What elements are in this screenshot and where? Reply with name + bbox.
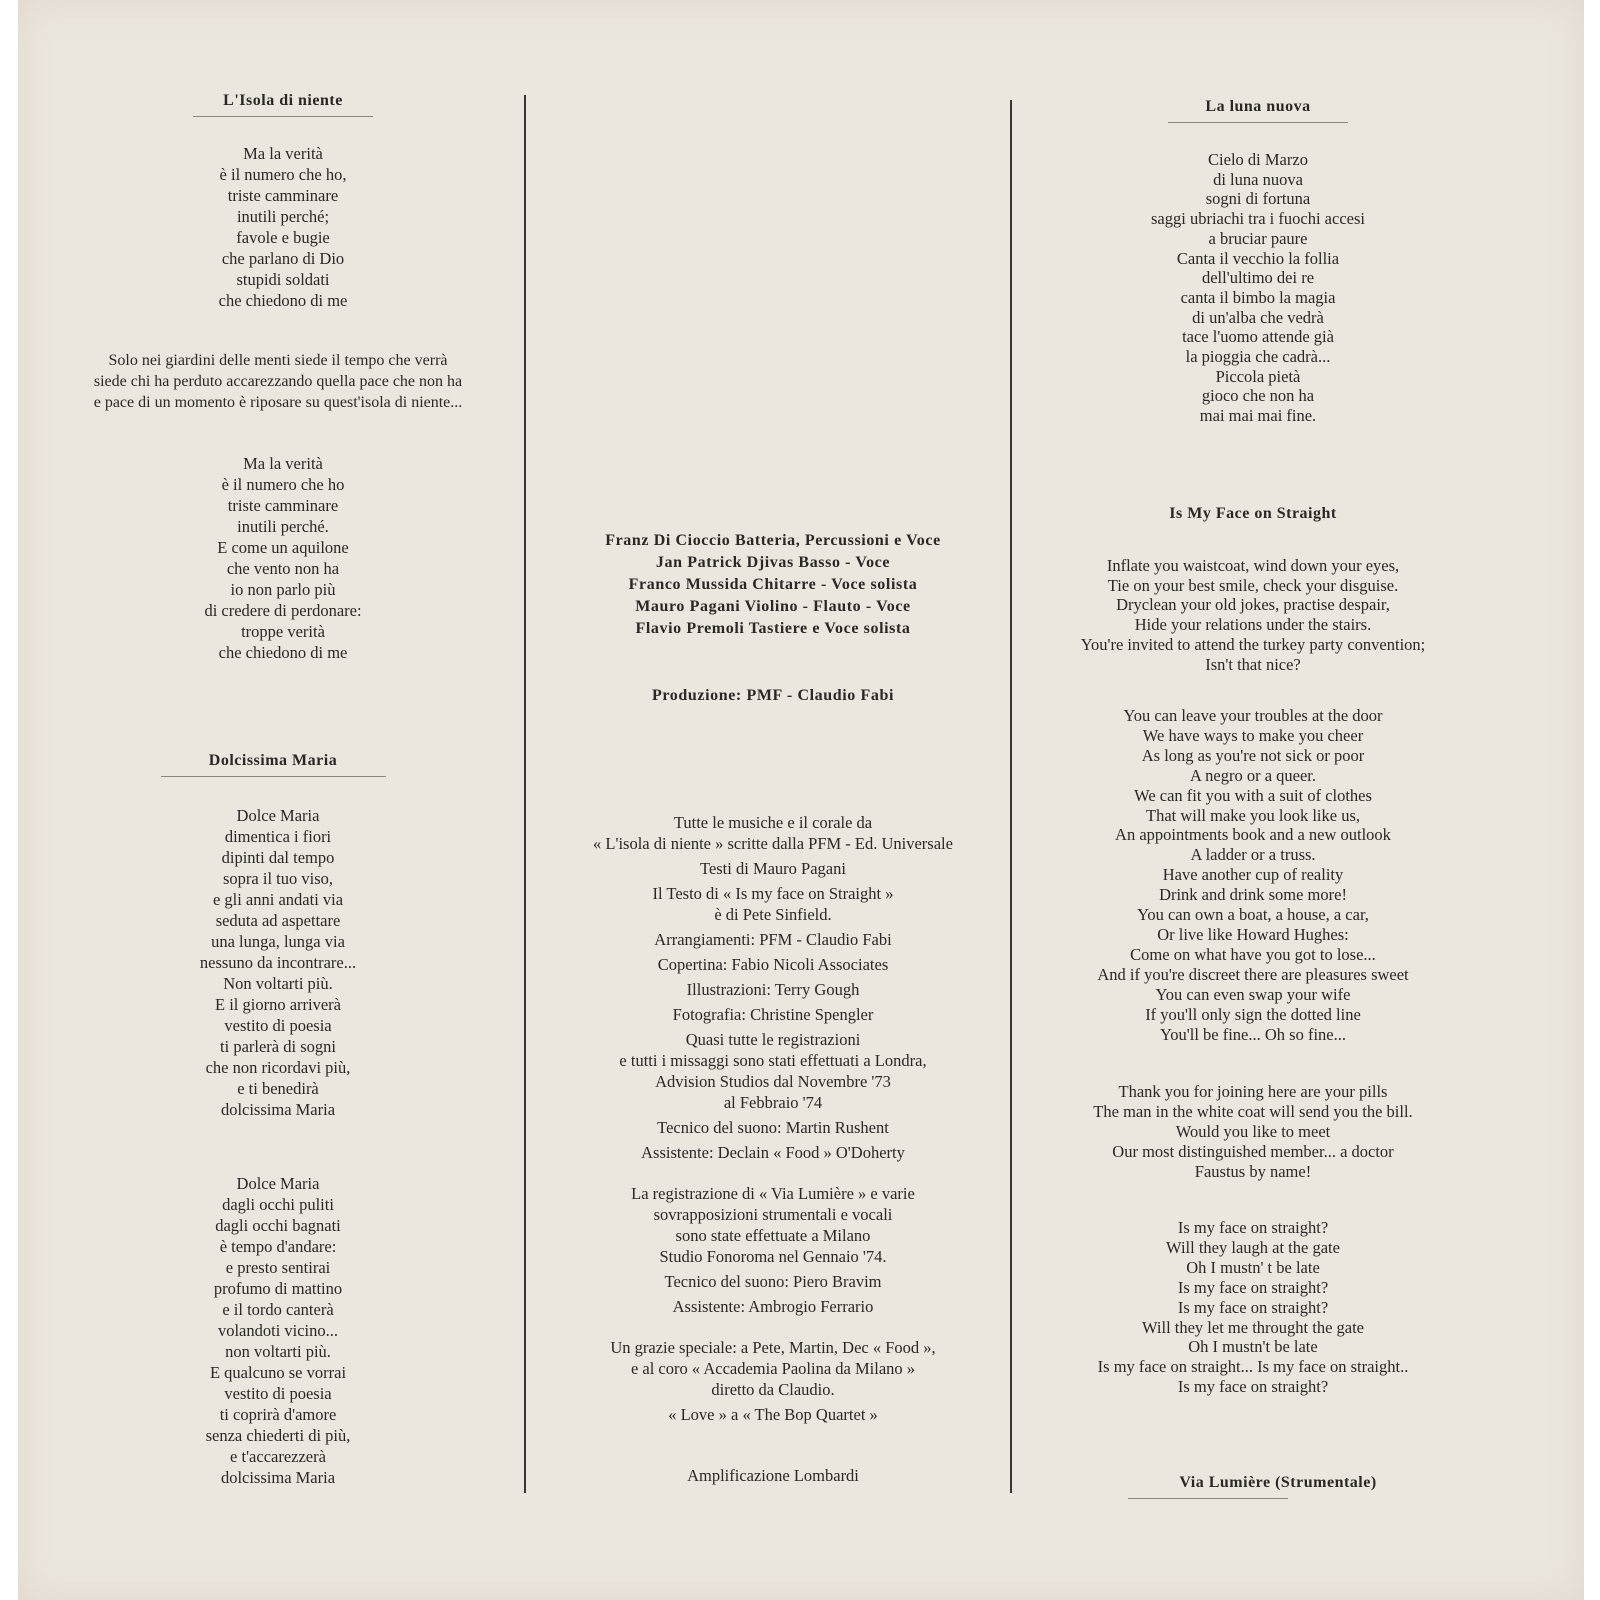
production-credit: Produzione: PMF - Claudio Fabi [652, 687, 894, 704]
title-underline [193, 116, 373, 117]
title-underline [161, 776, 386, 777]
illustrations-credit: Illustrazioni: Terry Gough [686, 980, 860, 999]
dolcissima-stanza-2: Dolce Maria dagli occhi puliti dagli occhi bagnati è tempo d'andare: e presto sentirai profumo di mattino e il tordo canterà volandoti vicino... non voltarti più. E qualcuno se vorrai vestito di poesia ti coprirà d'amore senza chiederti di più, e t'accarezzerà dolcissima Maria [205, 1174, 351, 1487]
column-divider-right [1010, 100, 1012, 1493]
credits-block [538, 812, 1008, 1486]
song-title-face: Is My Face on Straight [1169, 505, 1337, 522]
song-title-via-lumiere: Via Lumière (Strumentale) [1128, 1474, 1428, 1499]
title-underline [1168, 122, 1348, 123]
face-stanza-4: Is my face on straight? Will they laugh at the gate Oh I mustn' t be late Is my face on straight? Is my face on straight? Will they let me throught the gate Oh I mustn't be late Is my face on straight... Is my face on straight.. Is my face on straight? [1097, 1218, 1409, 1397]
milan-recording-credit: La registrazione di « Via Lumière » e varie sovrapposizioni strumentali e vocali sono state effettuate a Milano Studio Fonoroma nel Gennaio '74. [631, 1184, 915, 1266]
member-line: Jan Patrick Djivas Basso - Voce [655, 554, 891, 571]
song-title-isola: L'Isola di niente [168, 92, 398, 117]
isola-stanza-2: Solo nei giardini delle menti siede il tempo che verrà siede chi ha perduto accarezzando quella pace che non ha e pace di un momento è riposare su quest'isola di niente... [93, 352, 463, 411]
title-underline [1128, 1498, 1288, 1499]
assistant-credit-london: Assistente: Declain « Food » O'Doherty [641, 1143, 905, 1162]
isola-stanza-3: Ma la verità è il numero che ho triste camminare inutili perché. E come un aquilone che vento non ha io non parlo più di credere di perdonare: troppe verità che chiedono di me [204, 454, 362, 662]
music-credit: Tutte le musiche e il corale da « L'isola di niente » scritte dalla PFM - Ed. Universale [593, 813, 953, 853]
song-title-dolcissima: Dolcissima Maria [158, 752, 388, 777]
engineer-credit-london: Tecnico del suono: Martin Rushent [657, 1118, 889, 1137]
member-line: Flavio Premoli Tastiere e Voce solista [635, 620, 911, 637]
text-credit: Il Testo di « Is my face on Straight » è di Pete Sinfield. [652, 884, 894, 924]
cover-credit: Copertina: Fabio Nicoli Associates [657, 955, 889, 974]
thanks-credit: Un grazie speciale: a Pete, Martin, Dec « Food », e al coro « Accademia Paolina da Milano » diretto da Claudio. [610, 1338, 936, 1399]
lyrics-credit: Testi di Mauro Pagani [700, 859, 846, 878]
member-line: Franco Mussida Chitarre - Voce solista [628, 576, 918, 593]
member-line: Mauro Pagani Violino - Flauto - Voce [635, 598, 911, 615]
amplification-credit: Amplificazione Lombardi [687, 1466, 859, 1485]
love-credit: « Love » a « The Bop Quartet » [668, 1405, 878, 1424]
record-inner-sleeve [18, 0, 1584, 1600]
dolcissima-stanza-1: Dolce Maria dimentica i fiori dipinti dal tempo sopra il tuo viso, e gli anni andati via seduta ad aspettare una lunga, lunga via nessuno da incontrare... Non voltarti più. E il giorno arriverà vestito di poesia ti parlerà di sogni che non ricordavi più, e ti benedirà dolcissima Maria [199, 806, 357, 1119]
luna-stanza-1: Cielo di Marzo di luna nuova sogni di fortuna saggi ubriachi tra i fuochi accesi a bruciar paure Canta il vecchio la follia dell'ultimo dei re canta il bimbo la magia di un'alba che vedrà tace l'uomo attende già la pioggia che cadrà... Piccola pietà gioco che non ha mai mai mai fine. [1151, 150, 1365, 426]
member-line: Franz Di Cioccio Batteria, Percussioni e Voce [605, 532, 941, 549]
band-members [548, 530, 998, 640]
recordings-credit: Quasi tutte le registrazioni e tutti i missaggi sono stati effettuati a Londra, Advision Studios dal Novembre '73 al Febbraio '74 [619, 1030, 927, 1112]
face-stanza-3: Thank you for joining here are your pills The man in the white coat will send you the bill. Would you like to meet Our most distinguished member... a doctor Faustus by name! [1093, 1082, 1413, 1181]
photo-credit: Fotografia: Christine Spengler [672, 1005, 874, 1024]
assistant-credit-milan: Assistente: Ambrogio Ferrario [672, 1297, 874, 1316]
column-divider-left [524, 95, 526, 1493]
face-stanza-1: Inflate you waistcoat, wind down your eyes, Tie on your best smile, check your disguise. Dryclean your old jokes, practise despair, Hide your relations under the stairs. You're invited to attend the turkey party convention; Isn't that nice? [1080, 556, 1426, 674]
arrangements-credit: Arrangiamenti: PFM - Claudio Fabi [654, 930, 892, 949]
face-stanza-2: You can leave your troubles at the door We have ways to make you cheer As long as you're not sick or poor A negro or a queer. We can fit you with a suit of clothes That will make you look like us, An appointments book and a new outlook A ladder or a truss. Have another cup of reality Drink and drink some more! You can own a boat, a house, a car, Or live like Howard Hughes: Come on what have you got to lose... And if you're discreet there are pleasures sweet You can even swap your wife If you'll only sign the dotted line You'll be fine... Oh so fine... [1097, 706, 1409, 1044]
song-title-luna: La luna nuova [1143, 98, 1373, 123]
isola-stanza-1: Ma la verità è il numero che ho, triste camminare inutili perché; favole e bugie che parlano di Dio stupidi soldati che chiedono di me [218, 144, 348, 310]
engineer-credit-milan: Tecnico del suono: Piero Bravim [664, 1272, 882, 1291]
